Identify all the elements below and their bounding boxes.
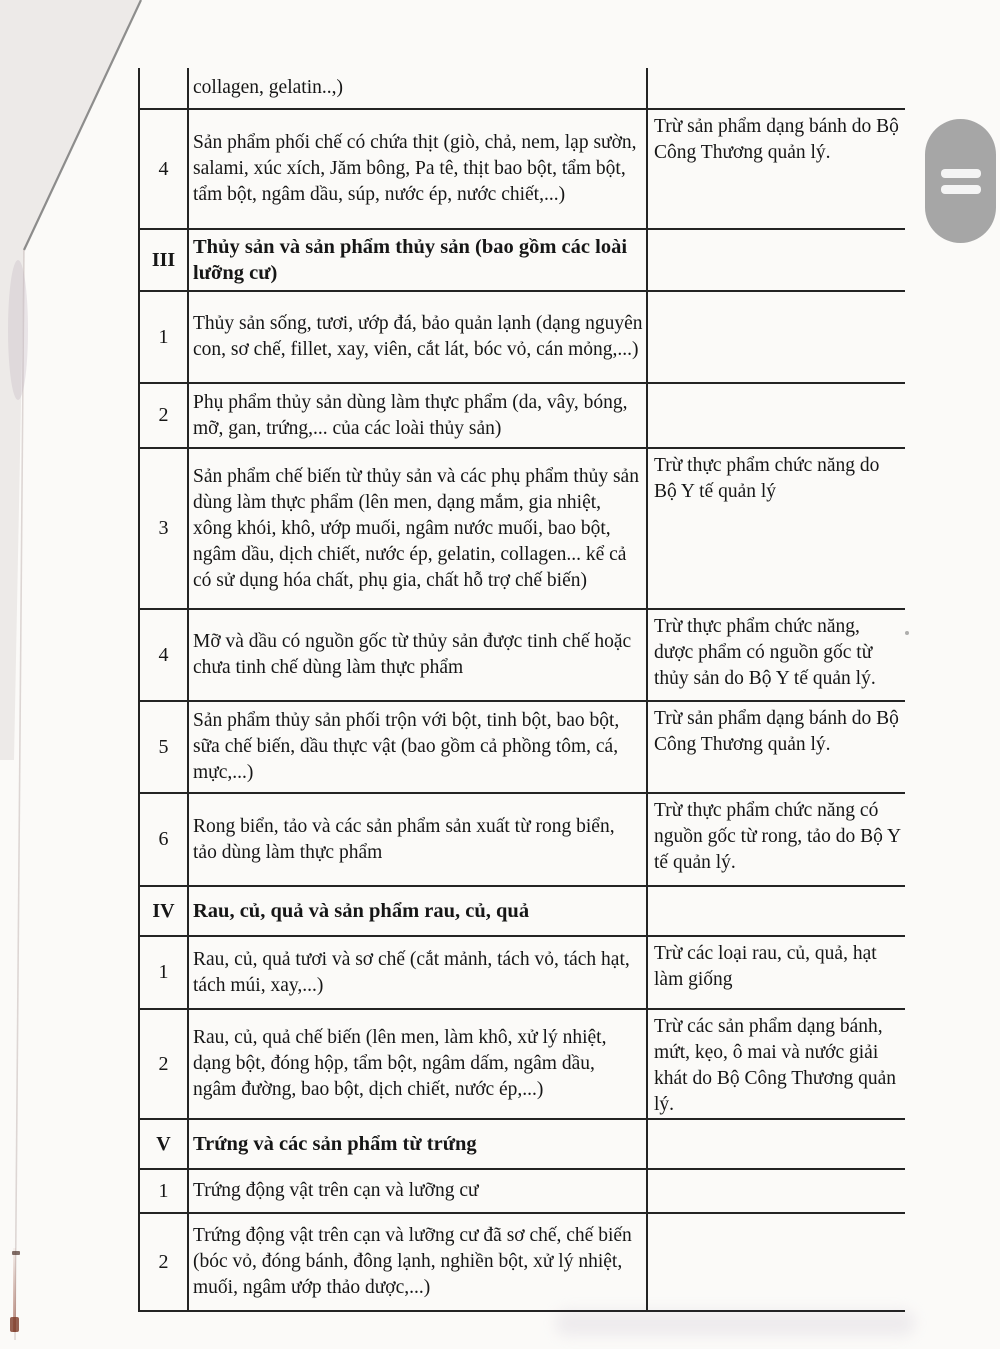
- row-description-cell: Rau, củ, quả và sản phẩm rau, củ, quả: [189, 887, 648, 935]
- table-row: [140, 68, 905, 110]
- scan-speck: [905, 631, 909, 635]
- row-number-cell: 2: [140, 1214, 189, 1310]
- scan-smudge: [555, 1310, 915, 1336]
- row-number-cell: 1: [140, 292, 189, 382]
- row-description-cell: collagen, gelatin..,): [189, 68, 648, 108]
- row-description-cell: Sản phẩm chế biến từ thủy sản và các phụ phẩm thủy sản dùng làm thực phẩm (lên men, dạng mắm, gia nhiệt, xông khói, khô, ướp muối, ngâm nước muối, bao bột, ngâm dầu, dịch chiết, nước ép, gelatin, collagen... kể cả có sử dụng hóa chất, phụ gia, chất hỗ trợ chế biến): [189, 449, 648, 608]
- grab-handle-icon: [941, 185, 981, 194]
- row-number-cell: 3: [140, 449, 189, 608]
- floating-drag-handle[interactable]: [925, 119, 996, 243]
- row-number-cell: 1: [140, 1170, 189, 1212]
- row-description-cell: Rong biển, tảo và các sản phẩm sản xuất từ rong biển, tảo dùng làm thực phẩm: [189, 794, 648, 885]
- scan-ink-dash: [12, 1251, 20, 1255]
- row-note-cell: [648, 292, 905, 382]
- table-row: [140, 702, 905, 794]
- row-description-cell: Trứng động vật trên cạn và lưỡng cư đã sơ chế, chế biến (bóc vỏ, đóng bánh, đông lạnh, nghiền bột, xử lý nhiệt, muối, ngâm ướp thảo dược,...): [189, 1214, 648, 1310]
- table-row: [140, 794, 905, 887]
- table-row: [140, 292, 905, 384]
- row-note-cell: Trừ các loại rau, củ, quả, hạt làm giống: [654, 943, 877, 990]
- row-number-cell: 2: [140, 384, 189, 447]
- row-number-cell: 5: [140, 702, 189, 792]
- row-note-cell: Trừ sản phẩm dạng bánh do Bộ Công Thương quản lý.: [654, 708, 899, 755]
- row-description-cell: Phụ phẩm thủy sản dùng làm thực phẩm (da, vây, bóng, mỡ, gan, trứng,... của các loài thủy sản): [189, 384, 648, 447]
- row-note-cell: [648, 68, 905, 108]
- table-row: [140, 230, 905, 292]
- document-table: [138, 68, 905, 1312]
- row-note-cell: [648, 1120, 905, 1168]
- table-row: [140, 887, 905, 937]
- scan-ink-blob: [10, 1317, 19, 1332]
- row-note-cell: [648, 887, 905, 935]
- table-row: [140, 1120, 905, 1170]
- row-description-cell: Thủy sản sống, tươi, ướp đá, bảo quản lạnh (dạng nguyên con, sơ chế, fillet, xay, viên, cắt lát, bóc vỏ, cán mỏng,...): [189, 292, 648, 382]
- row-note-cell: [648, 1170, 905, 1212]
- table-row: [140, 110, 905, 230]
- table-row: [140, 1214, 905, 1312]
- row-number-cell: [140, 68, 189, 108]
- row-number-cell: V: [140, 1120, 189, 1168]
- grab-handle-icon: [941, 169, 981, 178]
- table-row: [140, 610, 905, 702]
- row-description-cell: Sản phẩm phối chế có chứa thịt (giò, chả, nem, lạp sườn, salami, xúc xích, Jăm bông, Pa tê, thịt bao bột, tẩm bột, tẩm bột, ngâm dầu, súp, nước ép, nước chiết,...): [189, 110, 648, 228]
- row-description-cell: Trứng động vật trên cạn và lưỡng cư: [189, 1170, 648, 1212]
- row-description-cell: Trứng và các sản phẩm từ trứng: [189, 1120, 648, 1168]
- row-note-cell: Trừ các sản phẩm dạng bánh, mứt, kẹo, ô mai và nước giải khát do Bộ Công Thương quản lý.: [654, 1016, 897, 1115]
- row-description-cell: Mỡ và dầu có nguồn gốc từ thủy sản được tinh chế hoặc chưa tinh chế dùng làm thực phẩm: [189, 610, 648, 700]
- row-note-cell: Trừ thực phẩm chức năng, dược phẩm có nguồn gốc từ thủy sản do Bộ Y tế quản lý.: [654, 616, 876, 689]
- row-note-cell: Trừ sản phẩm dạng bánh do Bộ Công Thương quản lý.: [654, 116, 899, 163]
- row-number-cell: 2: [140, 1010, 189, 1118]
- row-description-cell: Rau, củ, quả tươi và sơ chế (cắt mảnh, tách vỏ, tách hạt, tách múi, xay,...): [189, 937, 648, 1008]
- table-row: [140, 937, 905, 1010]
- row-note-cell: Trừ thực phẩm chức năng có nguồn gốc từ rong, tảo do Bộ Y tế quản lý.: [654, 800, 901, 873]
- row-note-cell: Trừ thực phẩm chức năng do Bộ Y tế quản lý: [654, 455, 880, 502]
- row-number-cell: III: [140, 230, 189, 290]
- scan-ink-streak: [13, 1248, 16, 1332]
- table-row: [140, 1170, 905, 1214]
- row-number-cell: 6: [140, 794, 189, 885]
- row-note-cell: [648, 230, 905, 290]
- table-row: [140, 384, 905, 449]
- table-row: [140, 1010, 905, 1120]
- row-note-cell: [648, 384, 905, 447]
- row-number-cell: 4: [140, 110, 189, 228]
- row-number-cell: 4: [140, 610, 189, 700]
- row-description-cell: Rau, củ, quả chế biến (lên men, làm khô, xử lý nhiệt, dạng bột, đóng hộp, tẩm bột, ngâm dấm, ngâm dầu, ngâm đường, bao bột, dịch chiết, nước ép,...): [189, 1010, 648, 1118]
- row-description-cell: Thủy sản và sản phẩm thủy sản (bao gồm các loài lưỡng cư): [189, 230, 648, 290]
- row-description-cell: Sản phẩm thủy sản phối trộn với bột, tinh bột, bao bột, sữa chế biến, dầu thực vật (bao gồm cả phồng tôm, cá, mực,...): [189, 702, 648, 792]
- row-number-cell: IV: [140, 887, 189, 935]
- row-number-cell: 1: [140, 937, 189, 1008]
- table-row: [140, 449, 905, 610]
- row-note-cell: [648, 1214, 905, 1310]
